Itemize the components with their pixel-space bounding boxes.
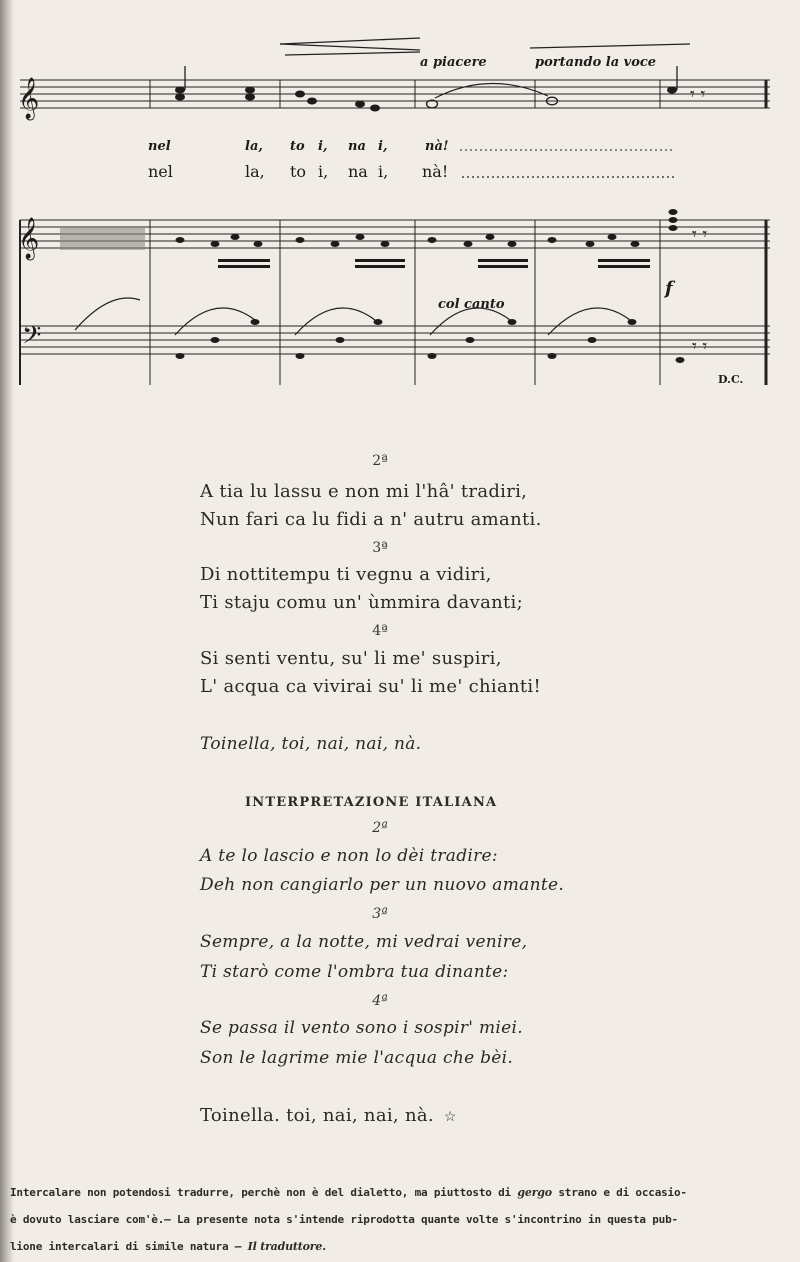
dialect-verse-3-line-2: Ti staju comu un' ùmmira davanti; bbox=[200, 592, 523, 613]
voice-staff bbox=[20, 80, 770, 108]
italian-verse-4-line-2: Son le lagrime mie l'acqua che bèi. bbox=[200, 1048, 514, 1068]
svg-text:nel: nel bbox=[148, 139, 171, 154]
italian-verse-2-line-1: A te lo lascio e non lo dèi tradire: bbox=[200, 846, 498, 866]
svg-text:nà!: nà! bbox=[422, 162, 449, 181]
dialect-verse-2-line-1: A tia lu lassu e non mi l'hâ' tradiri, bbox=[200, 481, 528, 502]
voice-notes bbox=[175, 66, 677, 112]
verse-number-3: 3ª bbox=[372, 540, 388, 556]
lyrics-line-2 bbox=[148, 162, 675, 181]
footnote-line-1 bbox=[10, 1186, 800, 1199]
footnote-text-1a: Intercalare non potendosi tradurre, perchè non è del dialetto, ma piuttosto di bbox=[10, 1186, 511, 1199]
interpretation-heading: INTERPRETAZIONE ITALIANA bbox=[245, 795, 498, 810]
verse-number-2: 2ª bbox=[372, 453, 388, 469]
tempo-direction-portando: portando la voce bbox=[535, 55, 657, 70]
svg-text:la,: la, bbox=[245, 162, 265, 181]
dialect-verse-4-line-1: Si senti ventu, su' li me' suspiri, bbox=[200, 648, 502, 669]
piano-treble-notes bbox=[60, 209, 678, 268]
star-ornament-icon: ☆ bbox=[443, 1109, 457, 1125]
hairpins bbox=[280, 38, 690, 55]
footnote-text-1b: gergo bbox=[517, 1186, 552, 1199]
forte-dynamic: f bbox=[665, 278, 673, 299]
svg-text:to: to bbox=[290, 162, 307, 181]
footnote-text-3a: lione intercalari di simile natura – bbox=[10, 1240, 242, 1253]
svg-text:nel: nel bbox=[148, 162, 173, 181]
svg-text:la,: la, bbox=[245, 139, 263, 154]
italian-verse-number-4: 4ª bbox=[372, 993, 388, 1009]
tempo-direction-a-piacere: a piacere bbox=[420, 55, 487, 70]
col-canto-marking: col canto bbox=[438, 297, 505, 312]
piano-bass-staff bbox=[20, 326, 770, 354]
svg-text:na: na bbox=[348, 139, 366, 154]
svg-text:nà!: nà! bbox=[425, 139, 449, 154]
footnote-line-3 bbox=[10, 1240, 800, 1253]
svg-text:i,: i, bbox=[378, 162, 389, 181]
footnote-line-2: è dovuto lasciare com'è.– La presente nota s'intende riprodotta quante volte s'incontrino in questa pub- bbox=[10, 1213, 678, 1226]
rests-voice: 𝄾 𝄾 bbox=[690, 84, 706, 105]
bass-clef: 𝄢 bbox=[22, 321, 42, 356]
lyrics-line-1 bbox=[148, 139, 675, 154]
footnote-text-3b: Il traduttore. bbox=[247, 1240, 326, 1253]
da-capo-marking: D.C. bbox=[718, 373, 744, 386]
svg-text:i,: i, bbox=[318, 139, 328, 154]
footnote-text-1c: strano e di occasio- bbox=[558, 1186, 687, 1199]
rests-piano-bass: 𝄾 𝄾 bbox=[692, 336, 708, 357]
verse-number-4: 4ª bbox=[372, 623, 388, 639]
italian-verse-3-line-1: Sempre, a la notte, mi vedrai venire, bbox=[200, 932, 528, 952]
dialect-verse-2-line-2: Nun fari ca lu fidi a n' autru amanti. bbox=[200, 509, 542, 530]
rests-piano-treble: 𝄾 𝄾 bbox=[692, 224, 708, 245]
treble-clef-piano: 𝄞 bbox=[18, 218, 40, 259]
dialect-verse-3-line-1: Di nottitempu ti vegnu a vidiri, bbox=[200, 564, 492, 585]
svg-text:i,: i, bbox=[318, 162, 329, 181]
italian-refrain: Toinella. toi, nai, nai, nà. bbox=[200, 1105, 434, 1126]
tie bbox=[435, 83, 548, 98]
italian-verse-2-line-2: Deh non cangiarlo per un nuovo amante. bbox=[200, 875, 565, 895]
music-score bbox=[0, 0, 800, 400]
score-svg bbox=[0, 0, 800, 400]
italian-refrain-line bbox=[200, 1105, 457, 1126]
svg-text:to: to bbox=[290, 139, 305, 154]
italian-verse-number-2: 2ª bbox=[372, 820, 388, 836]
bass-slurs bbox=[75, 298, 630, 335]
italian-verse-4-line-1: Se passa il vento sono i sospir' miei. bbox=[200, 1018, 523, 1038]
italian-verse-number-3: 3ª bbox=[372, 906, 388, 922]
svg-text:na: na bbox=[348, 162, 368, 181]
dialect-refrain: Toinella, toi, nai, nai, nà. bbox=[200, 734, 422, 754]
treble-clef-voice: 𝄞 bbox=[18, 78, 40, 119]
svg-text:i,: i, bbox=[378, 139, 388, 154]
dialect-verse-4-line-2: L' acqua ca vivirai su' li me' chianti! bbox=[200, 676, 542, 697]
italian-verse-3-line-2: Ti starò come l'ombra tua dinante: bbox=[200, 962, 509, 982]
